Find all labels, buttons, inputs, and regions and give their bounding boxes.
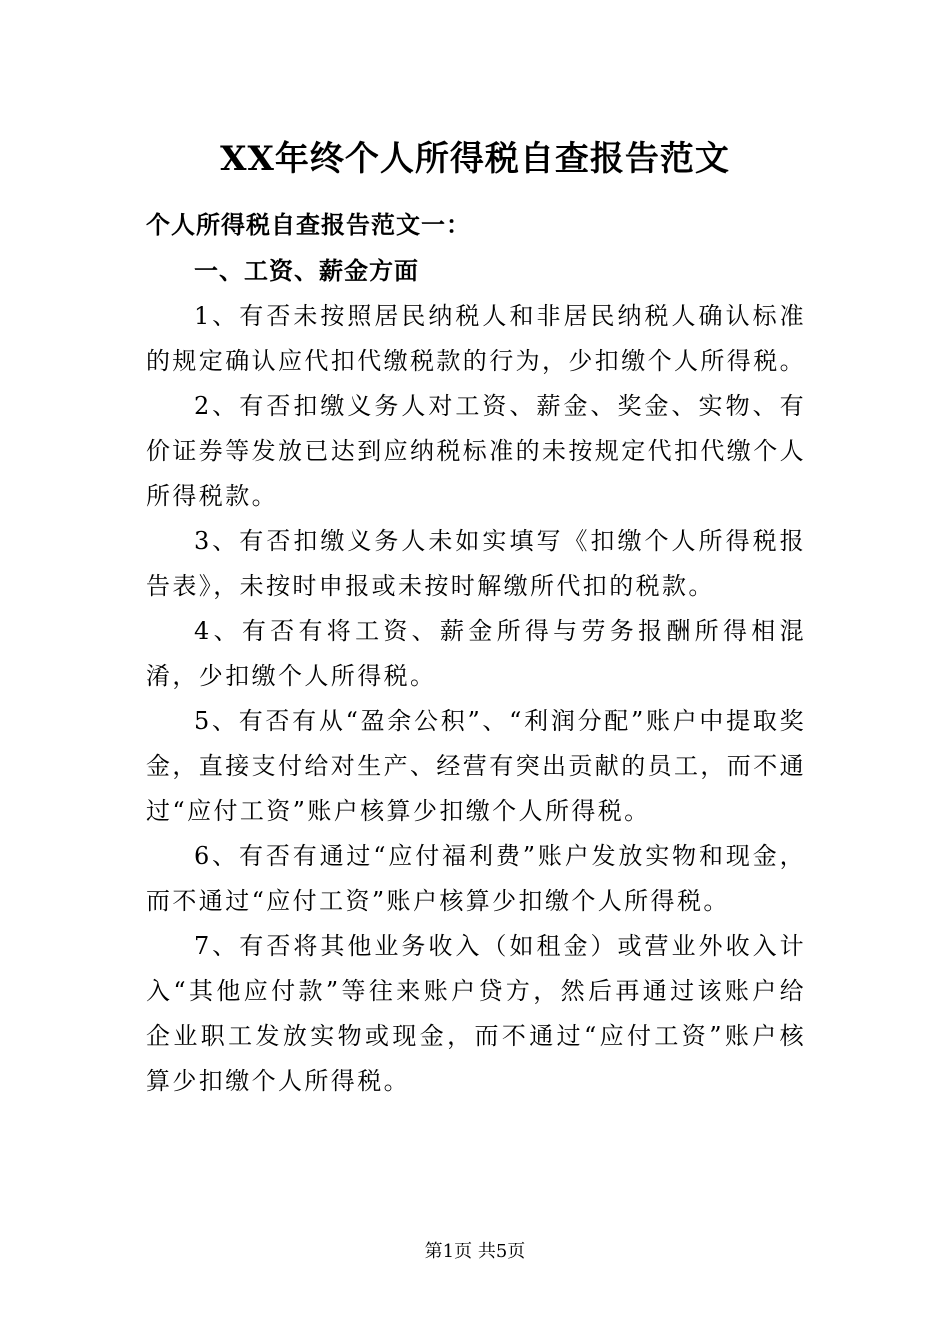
page-footer: 第1页 共5页 — [424, 1241, 526, 1262]
document-subtitle: 个人所得税自查报告范文一： — [146, 210, 471, 239]
document-body — [146, 202, 806, 1104]
paragraph-3: 3、有否扣缴义务人未如实填写《扣缴个人所得税报告表》，未按时申报或未按时解缴所代扣的税款。 — [146, 527, 806, 600]
paragraph-2: 2、有否扣缴义务人对工资、薪金、奖金、实物、有价证券等发放已达到应纳税标准的未按规定代扣代缴个人所得税款。 — [146, 392, 806, 510]
document-title: XX年终个人所得税自查报告范文 — [220, 139, 730, 179]
paragraph-6: 6、有否有通过“应付福利费”账户发放实物和现金，而不通过“应付工资”账户核算少扣缴个人所得税。 — [146, 842, 806, 915]
paragraph-7: 7、有否将其他业务收入（如租金）或营业外收入计入“其他应付款”等往来账户贷方，然后再通过该账户给企业职工发放实物或现金，而不通过“应付工资”账户核算少扣缴个人所得税。 — [146, 932, 806, 1095]
paragraph-4: 4、有否有将工资、薪金所得与劳务报酬所得相混淆，少扣缴个人所得税。 — [146, 617, 806, 690]
section-heading: 一、工资、薪金方面 — [194, 256, 419, 285]
paragraph-1: 1、有否未按照居民纳税人和非居民纳税人确认标准的规定确认应代扣代缴税款的行为，少扣缴个人所得税。 — [146, 302, 806, 375]
paragraph-5: 5、有否有从“盈余公积”、“利润分配”账户中提取奖金，直接支付给对生产、经营有突出贡献的员工，而不通过“应付工资”账户核算少扣缴个人所得税。 — [146, 707, 806, 825]
